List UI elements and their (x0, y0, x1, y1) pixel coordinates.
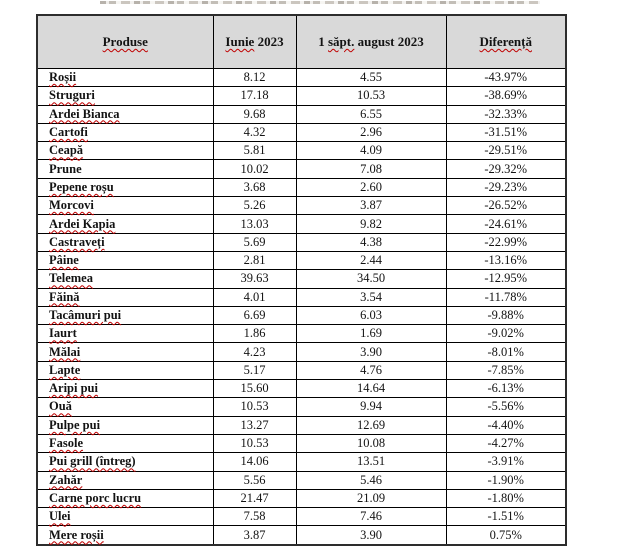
diferenta-value: -31.51% (446, 123, 566, 141)
table-row (37, 306, 566, 324)
iunie-value: 1.86 (213, 325, 296, 343)
diferenta-value: 0.75% (446, 526, 566, 545)
col-header-iunie-2023 (213, 15, 296, 69)
product-name: Făină (49, 289, 80, 304)
august-value: 6.03 (296, 306, 446, 324)
product-name: Pâine (49, 253, 79, 268)
table-row (37, 87, 566, 105)
august-value: 3.90 (296, 526, 446, 545)
product-name-cell (37, 160, 213, 178)
table-row (37, 489, 566, 507)
product-name-cell (37, 526, 213, 545)
product-name: Castraveți (49, 234, 105, 249)
iunie-value: 15.60 (213, 380, 296, 398)
product-name: Fasole (49, 436, 84, 451)
table-row (37, 251, 566, 269)
product-name: Pui grill (întreg) (49, 454, 136, 469)
product-name-cell (37, 325, 213, 343)
august-value: 14.64 (296, 380, 446, 398)
august-value: 9.82 (296, 215, 446, 233)
product-name: Roșii (49, 70, 77, 85)
product-name: Iaurt (49, 326, 77, 341)
product-name: Mălai (49, 344, 81, 359)
product-name-cell (37, 105, 213, 123)
table-row (37, 434, 566, 452)
table-row (37, 325, 566, 343)
col-header-text: august 2023 (354, 34, 424, 49)
august-value: 1.69 (296, 325, 446, 343)
iunie-value: 4.01 (213, 288, 296, 306)
august-value: 10.53 (296, 87, 446, 105)
product-name-cell (37, 508, 213, 526)
product-name: Struguri (49, 88, 95, 103)
table-row (37, 526, 566, 545)
iunie-value: 3.87 (213, 526, 296, 545)
product-name: Prune (49, 161, 82, 176)
product-name: Telemea (49, 271, 93, 286)
iunie-value: 10.53 (213, 398, 296, 416)
iunie-value: 5.56 (213, 471, 296, 489)
iunie-value: 10.02 (213, 160, 296, 178)
august-value: 4.76 (296, 361, 446, 379)
product-name-cell (37, 343, 213, 361)
col-header-sapt-august-2023 (296, 15, 446, 69)
table-row (37, 343, 566, 361)
diferenta-value: -32.33% (446, 105, 566, 123)
iunie-value: 6.69 (213, 306, 296, 324)
product-name-cell (37, 233, 213, 251)
product-name-cell (37, 178, 213, 196)
diferenta-value: -38.69% (446, 87, 566, 105)
product-name-cell (37, 270, 213, 288)
diferenta-value: -26.52% (446, 197, 566, 215)
col-header-text: Diferență (479, 34, 532, 49)
iunie-value: 5.81 (213, 142, 296, 160)
table-row (37, 398, 566, 416)
iunie-value: 13.03 (213, 215, 296, 233)
product-name-cell (37, 434, 213, 452)
iunie-value: 5.17 (213, 361, 296, 379)
iunie-value: 17.18 (213, 87, 296, 105)
diferenta-value: -4.40% (446, 416, 566, 434)
diferenta-value: -11.78% (446, 288, 566, 306)
august-value: 4.55 (296, 69, 446, 87)
product-name: Cartofi (49, 125, 88, 140)
diferenta-value: -9.88% (446, 306, 566, 324)
diferenta-value: -29.51% (446, 142, 566, 160)
iunie-value: 39.63 (213, 270, 296, 288)
diferenta-value: -29.23% (446, 178, 566, 196)
table-row (37, 361, 566, 379)
product-name-cell (37, 489, 213, 507)
product-name: Lapte (49, 362, 81, 377)
table-row (37, 69, 566, 87)
product-name-cell (37, 87, 213, 105)
product-name: Ulei (49, 509, 71, 524)
product-name: Zahăr (49, 472, 83, 487)
product-name-cell (37, 471, 213, 489)
august-value: 9.94 (296, 398, 446, 416)
iunie-value: 4.23 (213, 343, 296, 361)
diferenta-value: -9.02% (446, 325, 566, 343)
table-row (37, 233, 566, 251)
august-value: 2.96 (296, 123, 446, 141)
august-value: 7.46 (296, 508, 446, 526)
diferenta-value: -6.13% (446, 380, 566, 398)
iunie-value: 3.68 (213, 178, 296, 196)
product-name-cell (37, 123, 213, 141)
august-value: 12.69 (296, 416, 446, 434)
august-value: 5.46 (296, 471, 446, 489)
product-name: Ardei Kapia (49, 216, 116, 231)
product-name: Mere roșii (49, 527, 104, 542)
iunie-value: 10.53 (213, 434, 296, 452)
product-name-cell (37, 361, 213, 379)
august-value: 21.09 (296, 489, 446, 507)
iunie-value: 21.47 (213, 489, 296, 507)
product-name-cell (37, 69, 213, 87)
august-value: 3.54 (296, 288, 446, 306)
product-name: Ardei Bianca (49, 106, 120, 121)
product-name-cell (37, 380, 213, 398)
table-row (37, 508, 566, 526)
iunie-value: 5.69 (213, 233, 296, 251)
col-header-text: săpt. (328, 34, 355, 49)
iunie-value: 4.32 (213, 123, 296, 141)
table-header-row (37, 15, 566, 69)
table-row (37, 123, 566, 141)
iunie-value: 8.12 (213, 69, 296, 87)
product-name-cell (37, 416, 213, 434)
diferenta-value: -1.51% (446, 508, 566, 526)
august-value: 10.08 (296, 434, 446, 452)
col-header-text: 1 (318, 34, 328, 49)
product-name: Tacâmuri pui (49, 308, 122, 322)
table-body (37, 69, 566, 545)
table-row (37, 142, 566, 160)
cropped-title-text-fragment (100, 1, 540, 4)
product-name: Pepene roșu (49, 179, 114, 194)
col-header-diferenta (446, 15, 566, 69)
diferenta-value: -5.56% (446, 398, 566, 416)
iunie-value: 2.81 (213, 251, 296, 269)
product-name: Ceapă (49, 143, 84, 158)
table-row (37, 288, 566, 306)
diferenta-value: -1.80% (446, 489, 566, 507)
table-row (37, 453, 566, 471)
august-value: 3.87 (296, 197, 446, 215)
august-value: 4.09 (296, 142, 446, 160)
product-name: Ouă (49, 399, 72, 414)
august-value: 7.08 (296, 160, 446, 178)
diferenta-value: -13.16% (446, 251, 566, 269)
diferenta-value: -4.27% (446, 434, 566, 452)
diferenta-value: -24.61% (446, 215, 566, 233)
table-row (37, 105, 566, 123)
col-header-text: 2023 (254, 34, 284, 49)
iunie-value: 14.06 (213, 453, 296, 471)
diferenta-value: -22.99% (446, 233, 566, 251)
product-name-cell (37, 142, 213, 160)
diferenta-value: -8.01% (446, 343, 566, 361)
col-header-produse (37, 15, 213, 69)
product-name: Pulpe pui (49, 417, 101, 432)
august-value: 2.44 (296, 251, 446, 269)
august-value: 34.50 (296, 270, 446, 288)
table-row (37, 178, 566, 196)
table-row (37, 416, 566, 434)
product-name-cell (37, 306, 213, 324)
diferenta-value: -12.95% (446, 270, 566, 288)
diferenta-value: -3.91% (446, 453, 566, 471)
diferenta-value: -7.85% (446, 361, 566, 379)
product-name: Morcovi (49, 198, 94, 213)
table-row (37, 197, 566, 215)
august-value: 13.51 (296, 453, 446, 471)
table-row (37, 380, 566, 398)
price-comparison-table (36, 14, 567, 546)
august-value: 3.90 (296, 343, 446, 361)
august-value: 4.38 (296, 233, 446, 251)
iunie-value: 13.27 (213, 416, 296, 434)
august-value: 2.60 (296, 178, 446, 196)
product-name-cell (37, 197, 213, 215)
col-header-text: Iunie (225, 34, 255, 49)
diferenta-value: -1.90% (446, 471, 566, 489)
product-name-cell (37, 398, 213, 416)
august-value: 6.55 (296, 105, 446, 123)
product-name: Aripi pui (49, 381, 98, 396)
table-row (37, 215, 566, 233)
product-name-cell (37, 215, 213, 233)
iunie-value: 5.26 (213, 197, 296, 215)
table-row (37, 270, 566, 288)
iunie-value: 7.58 (213, 508, 296, 526)
product-name-cell (37, 251, 213, 269)
product-name-cell (37, 288, 213, 306)
table-row (37, 160, 566, 178)
diferenta-value: -43.97% (446, 69, 566, 87)
table-row (37, 471, 566, 489)
product-name: Carne porc lucru (49, 490, 142, 505)
product-name-cell (37, 453, 213, 471)
col-header-text: Produse (102, 34, 148, 49)
diferenta-value: -29.32% (446, 160, 566, 178)
iunie-value: 9.68 (213, 105, 296, 123)
